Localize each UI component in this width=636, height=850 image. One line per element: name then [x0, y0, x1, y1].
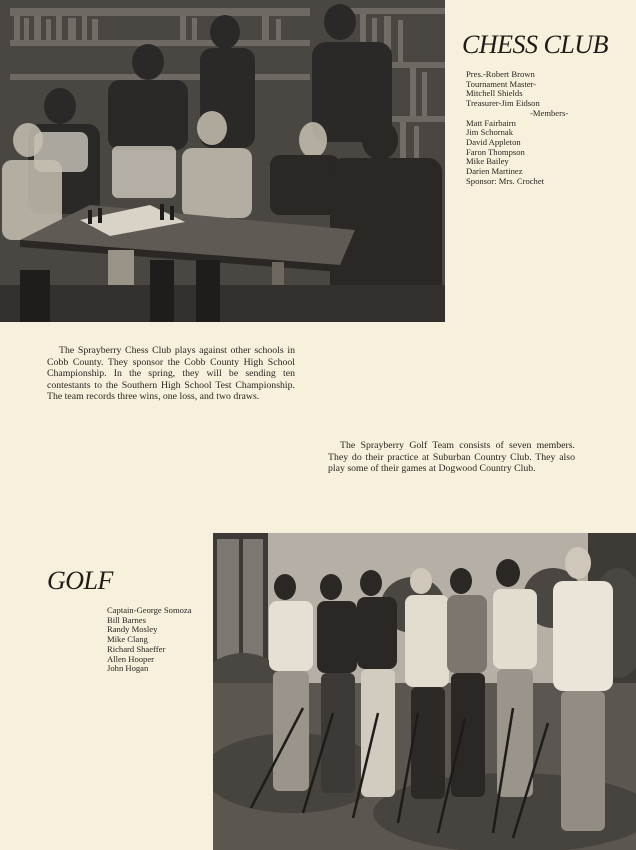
- roster-item: Captain-George Somoza: [107, 605, 192, 615]
- roster-item: Darien Martinez: [466, 166, 523, 177]
- roster-item: Mike Clang: [107, 634, 148, 645]
- roster-item: Treasurer-Jim Eidson: [466, 98, 540, 109]
- roster-item: Jim Schornak: [466, 127, 514, 138]
- roster-item: Allen Hooper: [107, 653, 155, 664]
- roster-item: John Hogan: [107, 663, 149, 674]
- chess-club-title: CHESS CLUB: [462, 30, 608, 59]
- roster-item: Sponsor: Mrs. Crochet: [466, 175, 545, 186]
- roster-item: Richard Shaeffer: [107, 643, 166, 654]
- roster-item: Pres.-Robert Brown: [466, 69, 535, 79]
- golf-roster: [107, 606, 217, 674]
- golf-title: GOLF: [47, 566, 113, 595]
- roster-item: Mitchell Shields: [466, 88, 523, 99]
- golf-team-photo: [213, 533, 636, 850]
- chess-club-photo: [0, 0, 445, 322]
- roster-item: Matt Fairbairn: [466, 117, 516, 128]
- golf-team-description: The Sprayberry Golf Team consists of seven members. They do their practice at Suburban Country Club. They also play some of their games at Dogwood Country Club.: [328, 440, 575, 474]
- roster-members-header: -Members-: [530, 107, 569, 118]
- roster-item: Randy Mosley: [107, 624, 158, 635]
- roster-item: Bill Barnes: [107, 614, 146, 625]
- roster-item: Faron Thompson: [466, 146, 525, 157]
- chess-club-description: The Sprayberry Chess Club plays against other schools in Cobb County. They sponsor the Cobb County High School Championship. In the spring, they will be sending ten contestants to the Southern High School Test Championship. The team records three wins, one loss, and two draws.: [47, 345, 295, 402]
- roster-item: Tournament Master-: [466, 78, 537, 89]
- roster-item: Mike Bailey: [466, 156, 509, 167]
- chess-club-roster: [466, 70, 616, 186]
- roster-item: David Appleton: [466, 136, 521, 147]
